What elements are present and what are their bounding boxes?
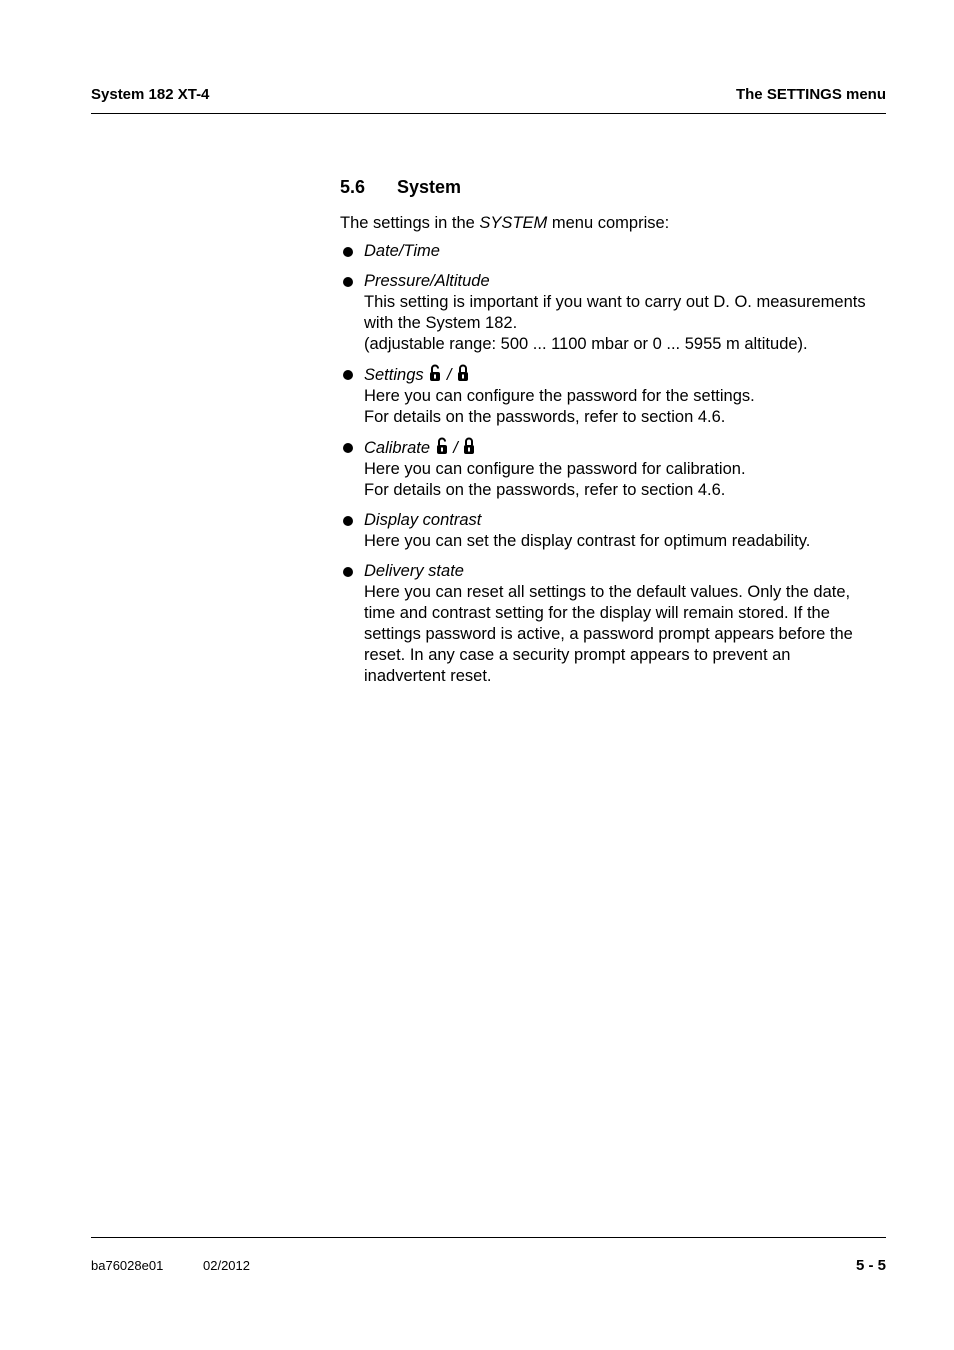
bullet-icon (343, 516, 353, 526)
bullet-icon (343, 277, 353, 287)
lock-separator: / (446, 366, 452, 384)
header-product: System 182 XT-4 (91, 86, 210, 103)
item-desc-line: reset. In any case a security prompt appears to prevent an (364, 646, 791, 664)
item-title-row (364, 437, 890, 459)
footer-date: 02/2012 (203, 1258, 250, 1273)
header-chapter: The SETTINGS menu (735, 86, 886, 103)
list-item (340, 510, 890, 552)
bullet-icon (343, 443, 353, 453)
intro-menu-name: SYSTEM (479, 214, 548, 232)
item-desc-line: time and contrast setting for the display will remain stored. If the (364, 604, 830, 622)
section-heading (340, 176, 890, 198)
item-desc-line: settings password is active, a password prompt appears before the (364, 625, 853, 643)
page-header (91, 86, 886, 114)
unlocked-padlock-icon (429, 364, 441, 382)
item-desc-line: with the System 182. (364, 314, 518, 332)
list-item (340, 561, 890, 687)
section-title: System (397, 177, 462, 197)
lock-separator: / (453, 439, 458, 457)
page-number: 5 - 5 (855, 1257, 886, 1274)
item-desc-line: Here you can reset all settings to the default values. Only the date, (364, 583, 851, 601)
list-item (340, 271, 890, 355)
bullet-icon (343, 567, 353, 577)
item-title: Display contrast (364, 511, 482, 529)
list-item (340, 437, 890, 501)
item-title: Settings (364, 366, 424, 384)
bullet-icon (343, 247, 353, 257)
item-title: Date/Time (364, 242, 440, 260)
list-item (340, 241, 890, 262)
main-content (340, 176, 890, 696)
locked-padlock-icon (463, 437, 475, 455)
item-desc-line: Here you can configure the password for the settings. (364, 387, 755, 405)
intro-before: The settings in the (340, 214, 480, 232)
page-footer (91, 1237, 886, 1274)
item-title: Pressure/Altitude (364, 272, 490, 290)
item-desc-line: (adjustable range: 500 ... 1100 mbar or 0 ... 5955 m altitude). (364, 335, 808, 353)
item-desc-line: For details on the passwords, refer to section 4.6. (364, 481, 726, 499)
unlocked-padlock-icon (436, 437, 448, 455)
footer-doc-id: ba76028e01 (91, 1258, 164, 1273)
list-item (340, 364, 890, 428)
intro-after: menu comprise: (547, 214, 670, 232)
item-desc-line: Here you can configure the password for calibration. (364, 460, 746, 478)
bullet-icon (343, 370, 353, 380)
item-title: Calibrate (364, 439, 431, 457)
item-desc-line: inadvertent reset. (364, 667, 492, 685)
item-desc-line: Here you can set the display contrast for optimum readability. (364, 532, 811, 550)
section-number: 5.6 (340, 177, 366, 197)
system-settings-list (340, 241, 890, 687)
item-title-row (364, 364, 890, 386)
item-desc-line: This setting is important if you want to carry out D. O. measurements (364, 293, 866, 311)
item-title: Delivery state (364, 562, 464, 580)
item-desc-line: For details on the passwords, refer to section 4.6. (364, 408, 726, 426)
intro-text (340, 213, 890, 234)
locked-padlock-icon (457, 364, 469, 382)
